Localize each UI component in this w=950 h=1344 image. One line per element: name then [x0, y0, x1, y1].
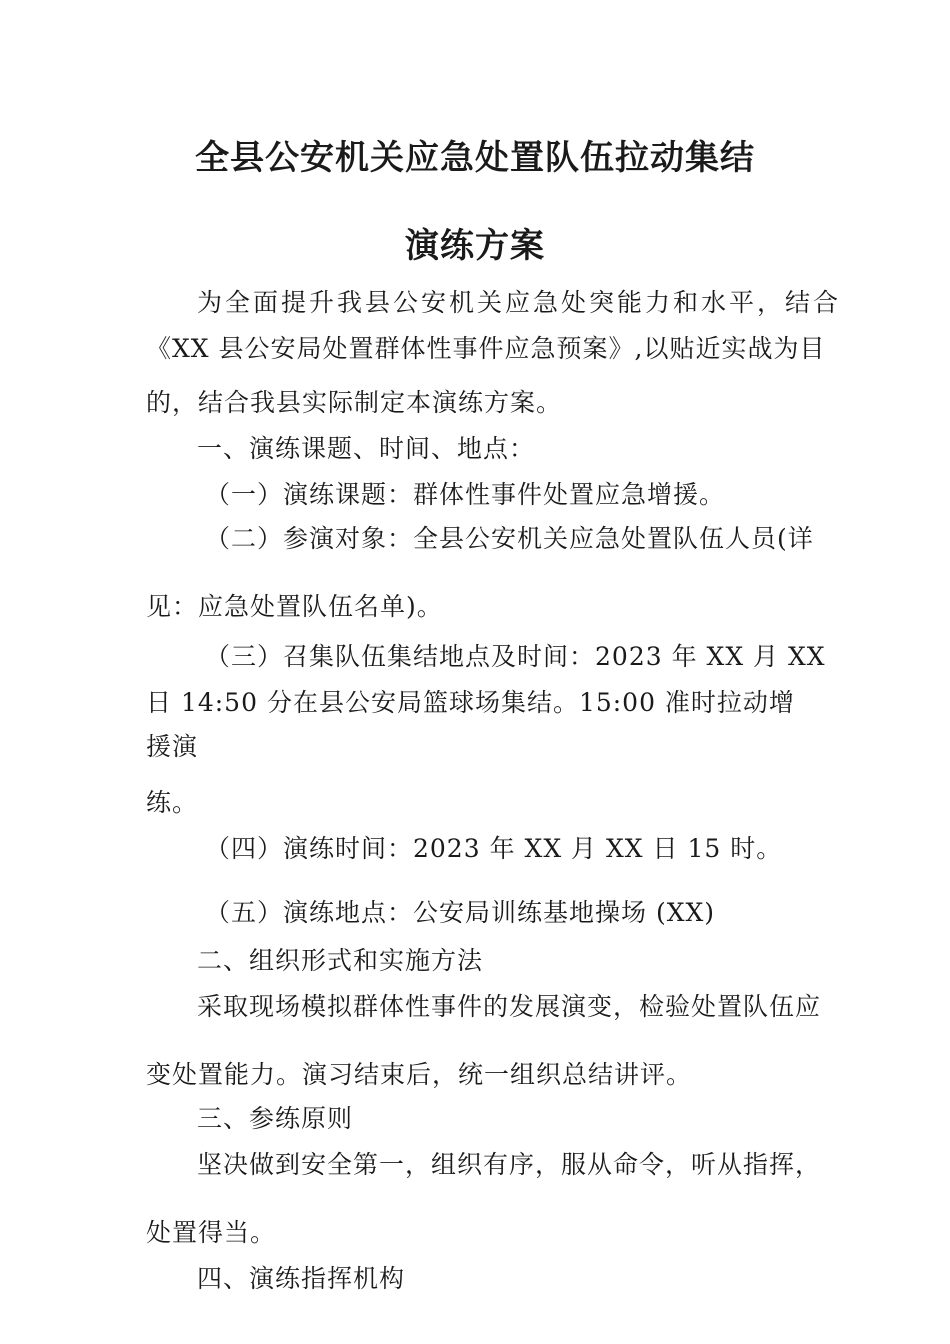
section2-heading: 二、组织形式和实施方法	[197, 946, 484, 975]
doc-title-line2: 演练方案	[405, 226, 545, 266]
intro-line2: 《XX 县公安局处置群体性事件应急预案》,以贴近实战为目	[146, 334, 826, 363]
section3-line2: 处置得当。	[146, 1218, 277, 1247]
section1-item3-line3: 援演	[146, 732, 199, 761]
section1-heading: 一、演练课题、时间、地点：	[197, 434, 536, 463]
section3-line1: 坚决做到安全第一，组织有序，服从命令，听从指挥，	[197, 1150, 822, 1179]
section1-item3-line1: （三）召集队伍集结地点及时间：2023 年 XX 月 XX	[205, 642, 826, 671]
section1-item2-line1: （二）参演对象：全县公安机关应急处置队伍人员(详	[205, 524, 814, 553]
doc-title-line1: 全县公安机关应急处置队伍拉动集结	[195, 138, 755, 178]
section1-item2-line2: 见：应急处置队伍名单)。	[146, 592, 443, 621]
section1-item3-line2: 日 14:50 分在县公安局篮球场集结。15:00 准时拉动增	[146, 688, 795, 717]
section1-item3-line4: 练。	[146, 788, 199, 817]
section3-heading: 三、参练原则	[197, 1104, 354, 1133]
section1-item5: （五）演练地点：公安局训练基地操场 (XX)	[205, 898, 716, 927]
section2-line1: 采取现场模拟群体性事件的发展演变，检验处置队伍应	[197, 992, 822, 1021]
section4-heading: 四、演练指挥机构	[197, 1264, 406, 1293]
section2-line2: 变处置能力。演习结束后，统一组织总结讲评。	[146, 1060, 693, 1089]
intro-line1: 为全面提升我县公安机关应急处突能力和水平，结合	[197, 288, 842, 317]
section1-item1: （一）演练课题：群体性事件处置应急增援。	[205, 480, 726, 509]
section1-item4: （四）演练时间：2023 年 XX 月 XX 日 15 时。	[205, 834, 783, 863]
intro-line3: 的，结合我县实际制定本演练方案。	[146, 388, 563, 417]
